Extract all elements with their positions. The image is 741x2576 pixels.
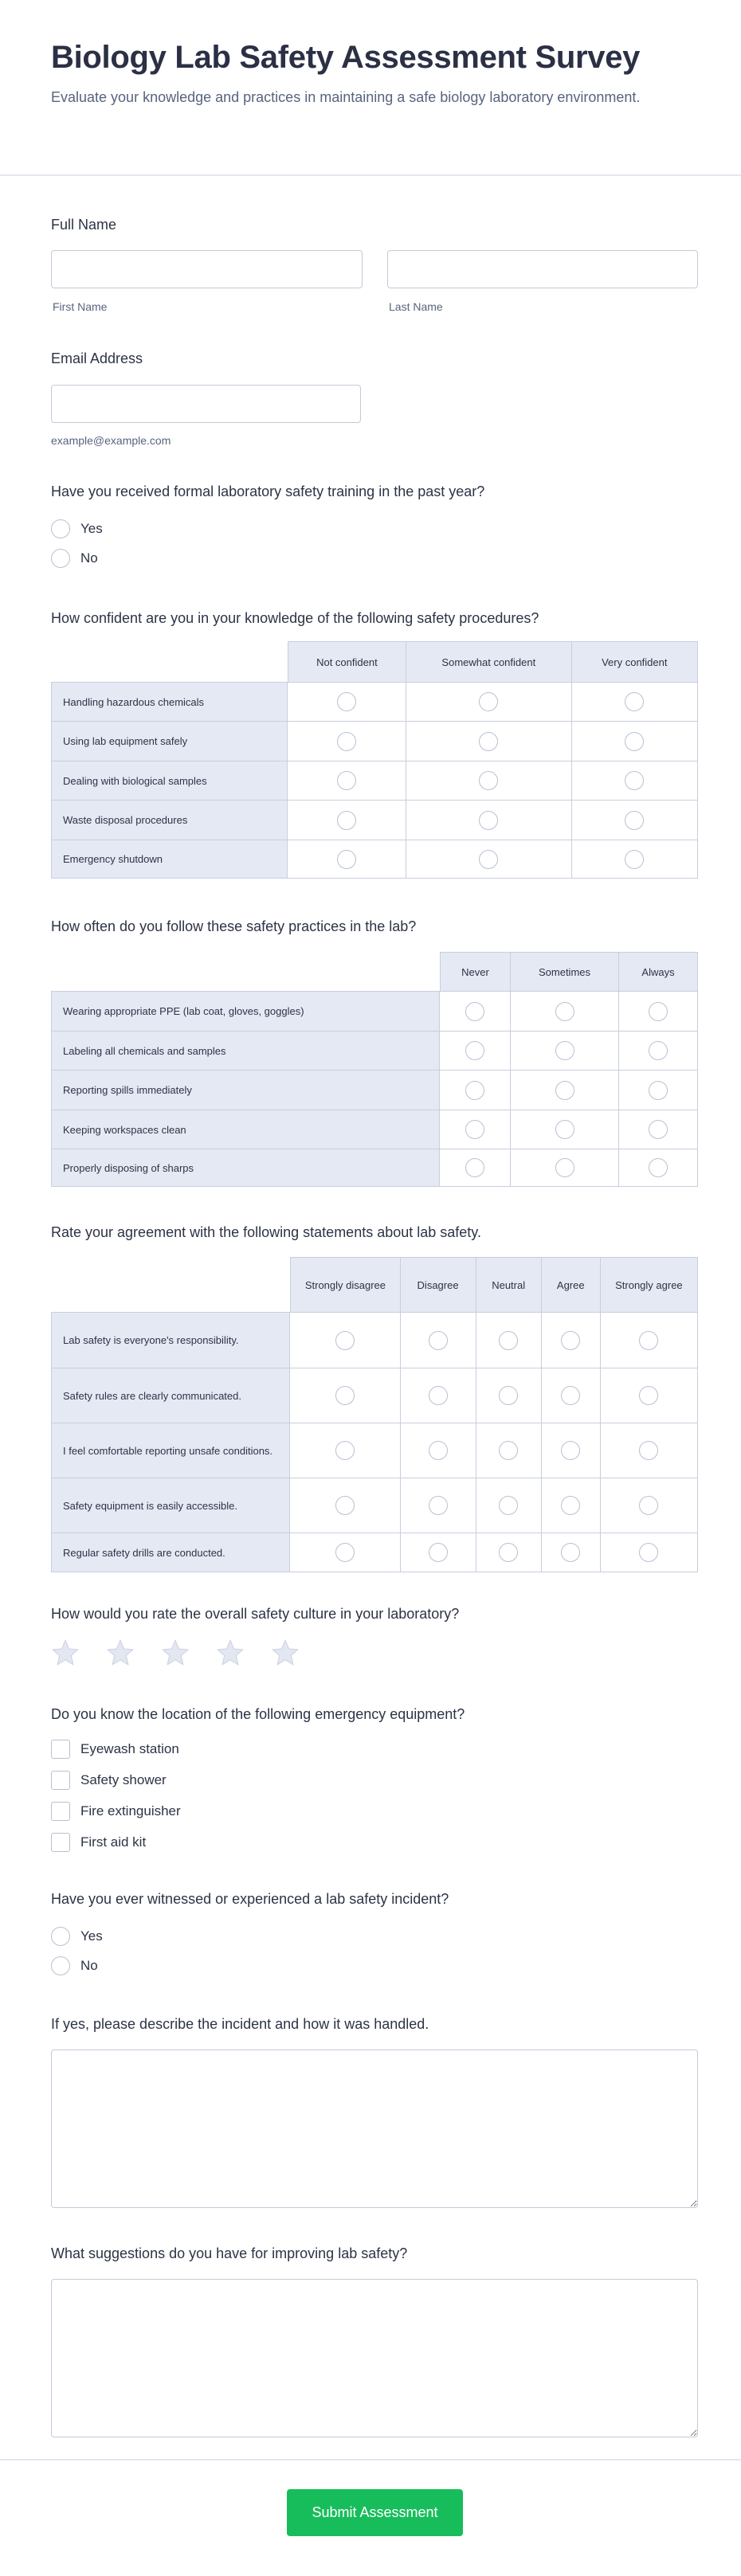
radio-button[interactable] xyxy=(479,850,498,869)
matrix-cell[interactable] xyxy=(440,1070,511,1110)
form-subtitle: Evaluate your knowledge and practices in maintaining a safe biology laboratory environment. xyxy=(51,89,641,105)
radio-button[interactable] xyxy=(479,771,498,790)
suggestions-textarea[interactable] xyxy=(51,2279,698,2437)
matrix-cell[interactable] xyxy=(601,1423,698,1478)
radio-button[interactable] xyxy=(555,1158,574,1177)
matrix-cell[interactable] xyxy=(401,1533,476,1572)
matrix-cell[interactable] xyxy=(406,721,572,761)
equipment-option-label: Eyewash station xyxy=(80,1741,179,1756)
column-header: Strongly disagree xyxy=(290,1257,400,1312)
equipment-option-label: Fire extinguisher xyxy=(80,1803,181,1818)
row-label: Waste disposal procedures xyxy=(51,800,288,840)
full-name-label: Full Name xyxy=(51,217,117,233)
radio-button[interactable] xyxy=(649,1002,668,1021)
column-header: Sometimes xyxy=(511,952,619,991)
equipment-option[interactable] xyxy=(51,1833,146,1852)
matrix-cell[interactable] xyxy=(542,1533,601,1572)
column-header: Strongly agree xyxy=(601,1257,698,1312)
matrix-cell[interactable] xyxy=(401,1478,476,1533)
radio-button[interactable] xyxy=(335,1543,355,1562)
row-label: Labeling all chemicals and samples xyxy=(51,1031,440,1070)
matrix-cell[interactable] xyxy=(288,682,406,721)
matrix-cell[interactable] xyxy=(572,840,698,879)
training-option[interactable] xyxy=(51,549,98,568)
radio-button[interactable] xyxy=(649,1041,668,1060)
matrix-row xyxy=(51,682,698,721)
matrix-cell[interactable] xyxy=(619,991,698,1031)
checkbox[interactable] xyxy=(51,1771,70,1790)
matrix-cell[interactable] xyxy=(440,1110,511,1149)
equipment-option-label: First aid kit xyxy=(80,1834,147,1850)
radio-button[interactable] xyxy=(335,1496,355,1515)
rating-question: How would you rate the overall safety culture in your laboratory? xyxy=(51,1606,460,1622)
matrix-row xyxy=(51,1423,698,1478)
matrix-row xyxy=(51,1149,698,1187)
star-icon[interactable] xyxy=(106,1638,135,1667)
column-header: Always xyxy=(619,952,698,991)
matrix-cell[interactable] xyxy=(511,1110,619,1149)
first-name-input[interactable] xyxy=(51,250,363,288)
radio-button[interactable] xyxy=(561,1543,580,1562)
radio-button[interactable] xyxy=(479,692,498,711)
frequency-matrix xyxy=(51,952,698,1187)
training-question: Have you received formal laboratory safety training in the past year? xyxy=(51,483,485,499)
radio-button[interactable] xyxy=(465,1002,484,1021)
matrix-cell[interactable] xyxy=(440,991,511,1031)
radio-button[interactable] xyxy=(499,1386,518,1405)
matrix-row xyxy=(51,1368,698,1423)
matrix-cell[interactable] xyxy=(511,1070,619,1110)
matrix-row xyxy=(51,721,698,761)
matrix-cell[interactable] xyxy=(476,1368,542,1423)
row-label: Lab safety is everyone's responsibility. xyxy=(51,1312,290,1368)
confidence-question: How confident are you in your knowledge of the following safety procedures? xyxy=(51,610,539,626)
radio-button[interactable] xyxy=(499,1441,518,1460)
matrix-cell[interactable] xyxy=(542,1478,601,1533)
describe-textarea[interactable] xyxy=(51,2049,698,2208)
radio-button[interactable] xyxy=(429,1386,448,1405)
radio-button[interactable] xyxy=(561,1386,580,1405)
column-header: Very confident xyxy=(572,641,698,682)
equipment-option[interactable] xyxy=(51,1771,167,1790)
star-icon[interactable] xyxy=(216,1638,245,1667)
radio-button[interactable] xyxy=(51,519,70,538)
matrix-cell[interactable] xyxy=(290,1533,400,1572)
header-divider xyxy=(0,174,741,176)
describe-question: If yes, please describe the incident and how it was handled. xyxy=(51,2016,429,2032)
row-label: Reporting spills immediately xyxy=(51,1070,440,1110)
confidence-matrix xyxy=(51,641,698,879)
matrix-cell[interactable] xyxy=(619,1031,698,1070)
matrix-cell[interactable] xyxy=(406,840,572,879)
agreement-question: Rate your agreement with the following statements about lab safety. xyxy=(51,1224,481,1240)
radio-button[interactable] xyxy=(639,1496,658,1515)
matrix-row xyxy=(51,1070,698,1110)
agreement-matrix xyxy=(51,1257,698,1572)
matrix-cell[interactable] xyxy=(601,1368,698,1423)
incident-option[interactable] xyxy=(51,1956,98,1975)
matrix-cell[interactable] xyxy=(511,1149,619,1187)
matrix-cell[interactable] xyxy=(476,1423,542,1478)
radio-button[interactable] xyxy=(649,1158,668,1177)
matrix-cell[interactable] xyxy=(476,1312,542,1368)
radio-button[interactable] xyxy=(639,1441,658,1460)
matrix-cell[interactable] xyxy=(290,1423,400,1478)
radio-button[interactable] xyxy=(499,1543,518,1562)
matrix-cell[interactable] xyxy=(511,1031,619,1070)
last-name-sublabel: Last Name xyxy=(389,300,443,313)
suggestions-question: What suggestions do you have for improving lab safety? xyxy=(51,2245,408,2261)
radio-button[interactable] xyxy=(555,1120,574,1139)
radio-button[interactable] xyxy=(51,549,70,568)
column-header: Somewhat confident xyxy=(406,641,572,682)
matrix-cell[interactable] xyxy=(406,761,572,800)
matrix-row xyxy=(51,1478,698,1533)
radio-button[interactable] xyxy=(649,1120,668,1139)
radio-button[interactable] xyxy=(479,732,498,751)
matrix-cell[interactable] xyxy=(290,1312,400,1368)
row-label: Dealing with biological samples xyxy=(51,761,288,800)
radio-button[interactable] xyxy=(555,1002,574,1021)
radio-button[interactable] xyxy=(335,1331,355,1350)
matrix-corner xyxy=(51,641,288,682)
radio-button[interactable] xyxy=(625,692,644,711)
radio-button[interactable] xyxy=(429,1331,448,1350)
matrix-cell[interactable] xyxy=(601,1533,698,1572)
checkbox[interactable] xyxy=(51,1833,70,1852)
radio-button[interactable] xyxy=(639,1386,658,1405)
radio-button[interactable] xyxy=(465,1041,484,1060)
form-title: Biology Lab Safety Assessment Survey xyxy=(51,40,641,75)
matrix-cell[interactable] xyxy=(542,1368,601,1423)
submit-button[interactable]: Submit Assessment xyxy=(287,2489,463,2536)
star-icon[interactable] xyxy=(161,1638,190,1667)
radio-button[interactable] xyxy=(561,1496,580,1515)
training-option-label: Yes xyxy=(80,521,103,536)
matrix-cell[interactable] xyxy=(288,800,406,840)
row-label: Regular safety drills are conducted. xyxy=(51,1533,290,1572)
matrix-cell[interactable] xyxy=(542,1312,601,1368)
matrix-cell[interactable] xyxy=(406,800,572,840)
matrix-row xyxy=(51,991,698,1031)
matrix-row xyxy=(51,1533,698,1572)
radio-button[interactable] xyxy=(561,1441,580,1460)
radio-button[interactable] xyxy=(625,811,644,830)
radio-button[interactable] xyxy=(479,811,498,830)
matrix-cell[interactable] xyxy=(572,682,698,721)
radio-button[interactable] xyxy=(337,692,356,711)
matrix-cell[interactable] xyxy=(406,682,572,721)
incident-option-label: No xyxy=(80,1958,98,1973)
matrix-cell[interactable] xyxy=(288,761,406,800)
matrix-cell[interactable] xyxy=(401,1423,476,1478)
matrix-cell[interactable] xyxy=(619,1110,698,1149)
radio-button[interactable] xyxy=(51,1956,70,1975)
email-sublabel: example@example.com xyxy=(51,434,171,447)
matrix-cell[interactable] xyxy=(542,1423,601,1478)
email-label: Email Address xyxy=(51,350,143,366)
radio-button[interactable] xyxy=(561,1331,580,1350)
radio-button[interactable] xyxy=(335,1441,355,1460)
matrix-cell[interactable] xyxy=(401,1368,476,1423)
incident-question: Have you ever witnessed or experienced a lab safety incident? xyxy=(51,1891,449,1907)
star-icon[interactable] xyxy=(51,1638,80,1667)
radio-button[interactable] xyxy=(625,732,644,751)
radio-button[interactable] xyxy=(429,1543,448,1562)
footer-divider xyxy=(0,2459,741,2461)
matrix-cell[interactable] xyxy=(288,840,406,879)
checkbox[interactable] xyxy=(51,1740,70,1759)
equipment-option-label: Safety shower xyxy=(80,1772,167,1787)
matrix-cell[interactable] xyxy=(440,1149,511,1187)
matrix-row xyxy=(51,1110,698,1149)
equipment-option[interactable] xyxy=(51,1740,179,1759)
matrix-row xyxy=(51,1312,698,1368)
radio-button[interactable] xyxy=(337,732,356,751)
incident-option[interactable] xyxy=(51,1927,103,1946)
matrix-cell[interactable] xyxy=(401,1312,476,1368)
row-label: Emergency shutdown xyxy=(51,840,288,879)
radio-button[interactable] xyxy=(335,1386,355,1405)
matrix-cell[interactable] xyxy=(572,721,698,761)
radio-button[interactable] xyxy=(499,1331,518,1350)
radio-button[interactable] xyxy=(555,1041,574,1060)
column-header: Never xyxy=(440,952,511,991)
row-label: Safety equipment is easily accessible. xyxy=(51,1478,290,1533)
star-rating xyxy=(51,1638,300,1667)
radio-button[interactable] xyxy=(337,850,356,869)
star-icon[interactable] xyxy=(271,1638,300,1667)
equipment-option[interactable] xyxy=(51,1802,181,1821)
row-label: Using lab equipment safely xyxy=(51,721,288,761)
matrix-corner xyxy=(51,952,440,991)
row-label: I feel comfortable reporting unsafe conditions. xyxy=(51,1423,290,1478)
radio-button[interactable] xyxy=(499,1496,518,1515)
column-header: Neutral xyxy=(476,1257,542,1312)
radio-button[interactable] xyxy=(51,1927,70,1946)
last-name-input[interactable] xyxy=(387,250,698,288)
frequency-question: How often do you follow these safety practices in the lab? xyxy=(51,918,417,934)
radio-button[interactable] xyxy=(625,850,644,869)
first-name-sublabel: First Name xyxy=(53,300,108,313)
radio-button[interactable] xyxy=(639,1331,658,1350)
matrix-row xyxy=(51,1031,698,1070)
matrix-cell[interactable] xyxy=(476,1533,542,1572)
row-label: Keeping workspaces clean xyxy=(51,1110,440,1149)
incident-option-label: Yes xyxy=(80,1928,103,1944)
matrix-cell[interactable] xyxy=(288,721,406,761)
radio-button[interactable] xyxy=(639,1543,658,1562)
matrix-corner xyxy=(51,1257,290,1312)
radio-button[interactable] xyxy=(337,811,356,830)
row-label: Properly disposing of sharps xyxy=(51,1149,440,1187)
training-option-label: No xyxy=(80,550,98,566)
matrix-cell[interactable] xyxy=(601,1312,698,1368)
row-label: Wearing appropriate PPE (lab coat, gloves, goggles) xyxy=(51,991,440,1031)
radio-button[interactable] xyxy=(465,1120,484,1139)
matrix-cell[interactable] xyxy=(511,991,619,1031)
matrix-cell[interactable] xyxy=(476,1478,542,1533)
matrix-row xyxy=(51,840,698,879)
matrix-cell[interactable] xyxy=(440,1031,511,1070)
matrix-cell[interactable] xyxy=(572,800,698,840)
column-header: Not confident xyxy=(288,641,406,682)
matrix-cell[interactable] xyxy=(572,761,698,800)
radio-button[interactable] xyxy=(429,1441,448,1460)
radio-button[interactable] xyxy=(465,1081,484,1100)
checkbox[interactable] xyxy=(51,1802,70,1821)
row-label: Handling hazardous chemicals xyxy=(51,682,288,721)
matrix-row xyxy=(51,761,698,800)
equipment-question: Do you know the location of the following emergency equipment? xyxy=(51,1706,465,1722)
matrix-cell[interactable] xyxy=(619,1070,698,1110)
email-input[interactable] xyxy=(51,385,361,423)
matrix-cell[interactable] xyxy=(601,1478,698,1533)
radio-button[interactable] xyxy=(625,771,644,790)
training-option[interactable] xyxy=(51,519,103,538)
matrix-cell[interactable] xyxy=(619,1149,698,1187)
matrix-cell[interactable] xyxy=(290,1368,400,1423)
matrix-cell[interactable] xyxy=(290,1478,400,1533)
radio-button[interactable] xyxy=(337,771,356,790)
row-label: Safety rules are clearly communicated. xyxy=(51,1368,290,1423)
radio-button[interactable] xyxy=(429,1496,448,1515)
column-header: Disagree xyxy=(401,1257,476,1312)
radio-button[interactable] xyxy=(555,1081,574,1100)
radio-button[interactable] xyxy=(465,1158,484,1177)
radio-button[interactable] xyxy=(649,1081,668,1100)
column-header: Agree xyxy=(542,1257,601,1312)
matrix-row xyxy=(51,800,698,840)
